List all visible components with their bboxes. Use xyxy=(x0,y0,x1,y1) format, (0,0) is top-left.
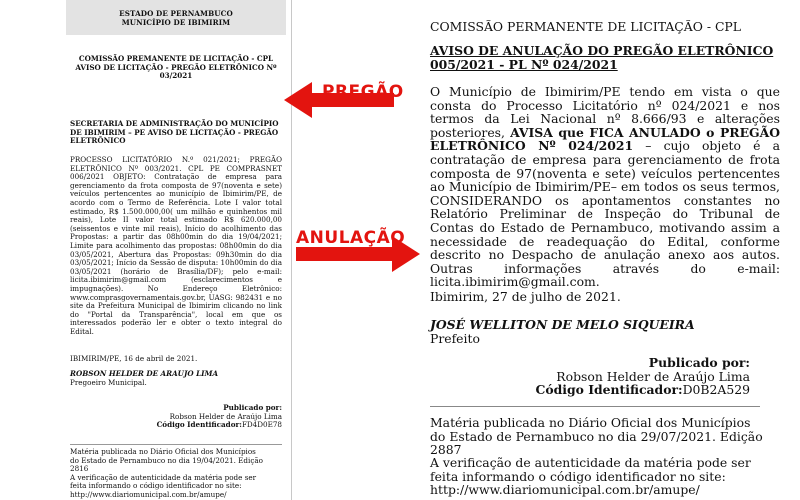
right-published-label: Publicado por: xyxy=(648,355,750,370)
left-footer xyxy=(70,444,282,500)
right-published-name: Robson Helder de Araújo Lima xyxy=(556,368,750,384)
left-footer-line: 2816 xyxy=(70,464,89,474)
right-footer-line: do Estado de Pernambuco no dia 29/07/2021. Edição xyxy=(430,428,763,444)
right-identifier xyxy=(430,383,750,397)
left-signature xyxy=(70,370,282,387)
left-section-line: DE IBIMIRIM – PE AVISO DE LICITAÇÃO - PREGÃO xyxy=(70,127,279,137)
right-aviso-line: 005/2021 - PL Nº 024/2021 xyxy=(430,56,618,72)
left-section-heading xyxy=(70,120,282,146)
right-signature xyxy=(430,318,780,345)
left-identifier xyxy=(70,421,282,430)
left-title-line: COMISSÃO PREMANENTE DE LICITAÇÃO - CPL xyxy=(78,54,274,63)
right-body-text xyxy=(430,85,780,289)
left-header-municipality: MUNICÍPIO DE IBIMIRIM xyxy=(121,18,231,27)
right-identifier-value: D0B2A529 xyxy=(682,382,750,398)
right-date: Ibimirim, 27 de julho de 2021. xyxy=(430,289,621,304)
right-body-part1: O Município de Ibimirim/PE tendo em vista o que consta do Processo Licitatório nº 024/2021 e nos termos da Lei Nacional nº 8.666/93 e alterações posteriores, xyxy=(430,84,780,140)
left-published-by xyxy=(70,404,282,430)
right-published-by xyxy=(430,356,750,397)
right-body-bold: AVISA que FICA ANULADO o PREGÃO ELETRÔNICO Nº 024/2021 xyxy=(430,124,781,154)
left-header xyxy=(66,0,286,35)
left-published-label: Publicado por: xyxy=(223,403,282,412)
left-footer-url[interactable]: http://www.diariomunicipal.com.br/amupe/ xyxy=(70,489,227,499)
left-title-line: AVISO DE LICITAÇÃO - PREGÃO ELETRÔNICO Nº xyxy=(75,62,277,72)
left-body-text: PROCESSO LICITATÓRIO N.º 021/2021; PREGÃO ELETRÔNICO Nº 003/2021. CPL PE COMPRASNET 006/2021 OBJETO: Contratação de empresa para gerenciamento da frota composta de 97(noventa e sete) veículos pertencentes ao município de Ibimirim/PE, de acordo com o Termo de Referência. Lote I valor total estimado, R$ 1.500.000,00( um milhão e quinhentos mil reais), Lote II valor total estimado R$ 620.000,00 (seissentos e vinte mil reais), Início do acolhimento das Propostas: a partir das 08h00min do dia 19/04/2021; Limite para acolhimento das propostas: 08h00min do dia 03/05/2021, Abertura das Propostas: 09h30min do dia 03/05/2021; Início da Sessão de disputa: 10h00min do dia 03/05/2021 (horário de Brasília/DF); pelo e-mail: licita.ibimirim@gmail.com (esclarecimentos e impugnações). No Endereço Eletrônico: www.comprasgovernamentais.gov.br, UASG: 982431 e no site da Prefeitura Municipal de Ibimirim clicando no link do "Portal da Transparência", local em que os interessados poderão ler e obter o texto integral do Edital. xyxy=(70,155,282,336)
left-document xyxy=(66,0,288,500)
left-section-line: SECRETARIA DE ADMINISTRAÇÃO DO MUNICÍPIO xyxy=(70,119,279,128)
right-footer-verify xyxy=(430,456,780,497)
right-footer-line: feita informando o código identificador no site: xyxy=(430,468,726,484)
right-signer-role: Prefeito xyxy=(430,330,480,346)
right-footer-line: Matéria publicada no Diário Oficial dos Municípios xyxy=(430,415,751,430)
right-aviso-line: AVISO DE ANULAÇÃO DO PREGÃO ELETRÔNICO xyxy=(430,43,774,58)
pregao-label: PREGÃO xyxy=(322,82,404,102)
left-footer-line: A verificação de autenticidade da matéria pode ser xyxy=(70,472,257,482)
right-signer-name: JOSÉ WELLITON DE MELO SIQUEIRA xyxy=(430,317,695,332)
left-identifier-label: Código Identificador: xyxy=(156,420,242,430)
left-section-line: ELETRÔNICO xyxy=(70,136,126,146)
right-document xyxy=(430,0,780,500)
left-identifier-value: FD4D0E78 xyxy=(241,420,282,430)
left-signer-name: ROBSON HELDER DE ARAUJO LIMA xyxy=(70,369,219,378)
right-footer-url[interactable]: http://www.diariomunicipal.com.br/amupe/ xyxy=(430,482,700,498)
right-aviso-title xyxy=(430,44,780,71)
right-footer-line: A verificação de autenticidade da matéria pode ser xyxy=(430,455,751,470)
right-identifier-label: Código Identificador: xyxy=(535,382,683,398)
right-cpl-title: COMISSÃO PERMANENTE DE LICITAÇÃO - CPL xyxy=(430,19,741,34)
left-title xyxy=(70,55,282,81)
left-footer-line: feita informando o código identificador no site: xyxy=(70,481,242,491)
left-footer-line: do Estado de Pernambuco no dia 19/04/2021. Edição xyxy=(70,455,263,465)
right-footer-divider xyxy=(430,406,760,407)
left-footer-line: Matéria publicada no Diário Oficial dos Municípios xyxy=(70,447,256,456)
right-footer xyxy=(430,416,780,457)
left-header-state: ESTADO DE PERNAMBUCO xyxy=(119,9,233,18)
left-title-line: 03/2021 xyxy=(159,71,193,81)
left-signer-role: Pregoeiro Municipal. xyxy=(70,377,147,387)
left-published-name: Robson Helder de Araújo Lima xyxy=(169,411,282,421)
right-body-part2: – cujo objeto é a contratação de empresa para gerenciamento de frota composta de 97(noventa e sete) veículos pertencentes ao Município de Ibimirim/PE– em todos os seus termos, CONSIDERANDO os apontamentos constantes no Relatório Preliminar de Inspeção do Tribunal de Contas do Estado de Pernambuco, motivando assim a necessidade de readequação do Edital, conforme descrito no Despacho de anulação anexo aos autos. Outras informações através do e-mail: licita.ibimirim@gmail.com. xyxy=(430,138,780,290)
page-divider xyxy=(291,0,292,500)
anulacao-label: ANULAÇÃO xyxy=(296,228,406,248)
right-footer-line: 2887 xyxy=(430,442,462,458)
left-date: IBIMIRIM/PE, 16 de abril de 2021. xyxy=(70,354,198,363)
